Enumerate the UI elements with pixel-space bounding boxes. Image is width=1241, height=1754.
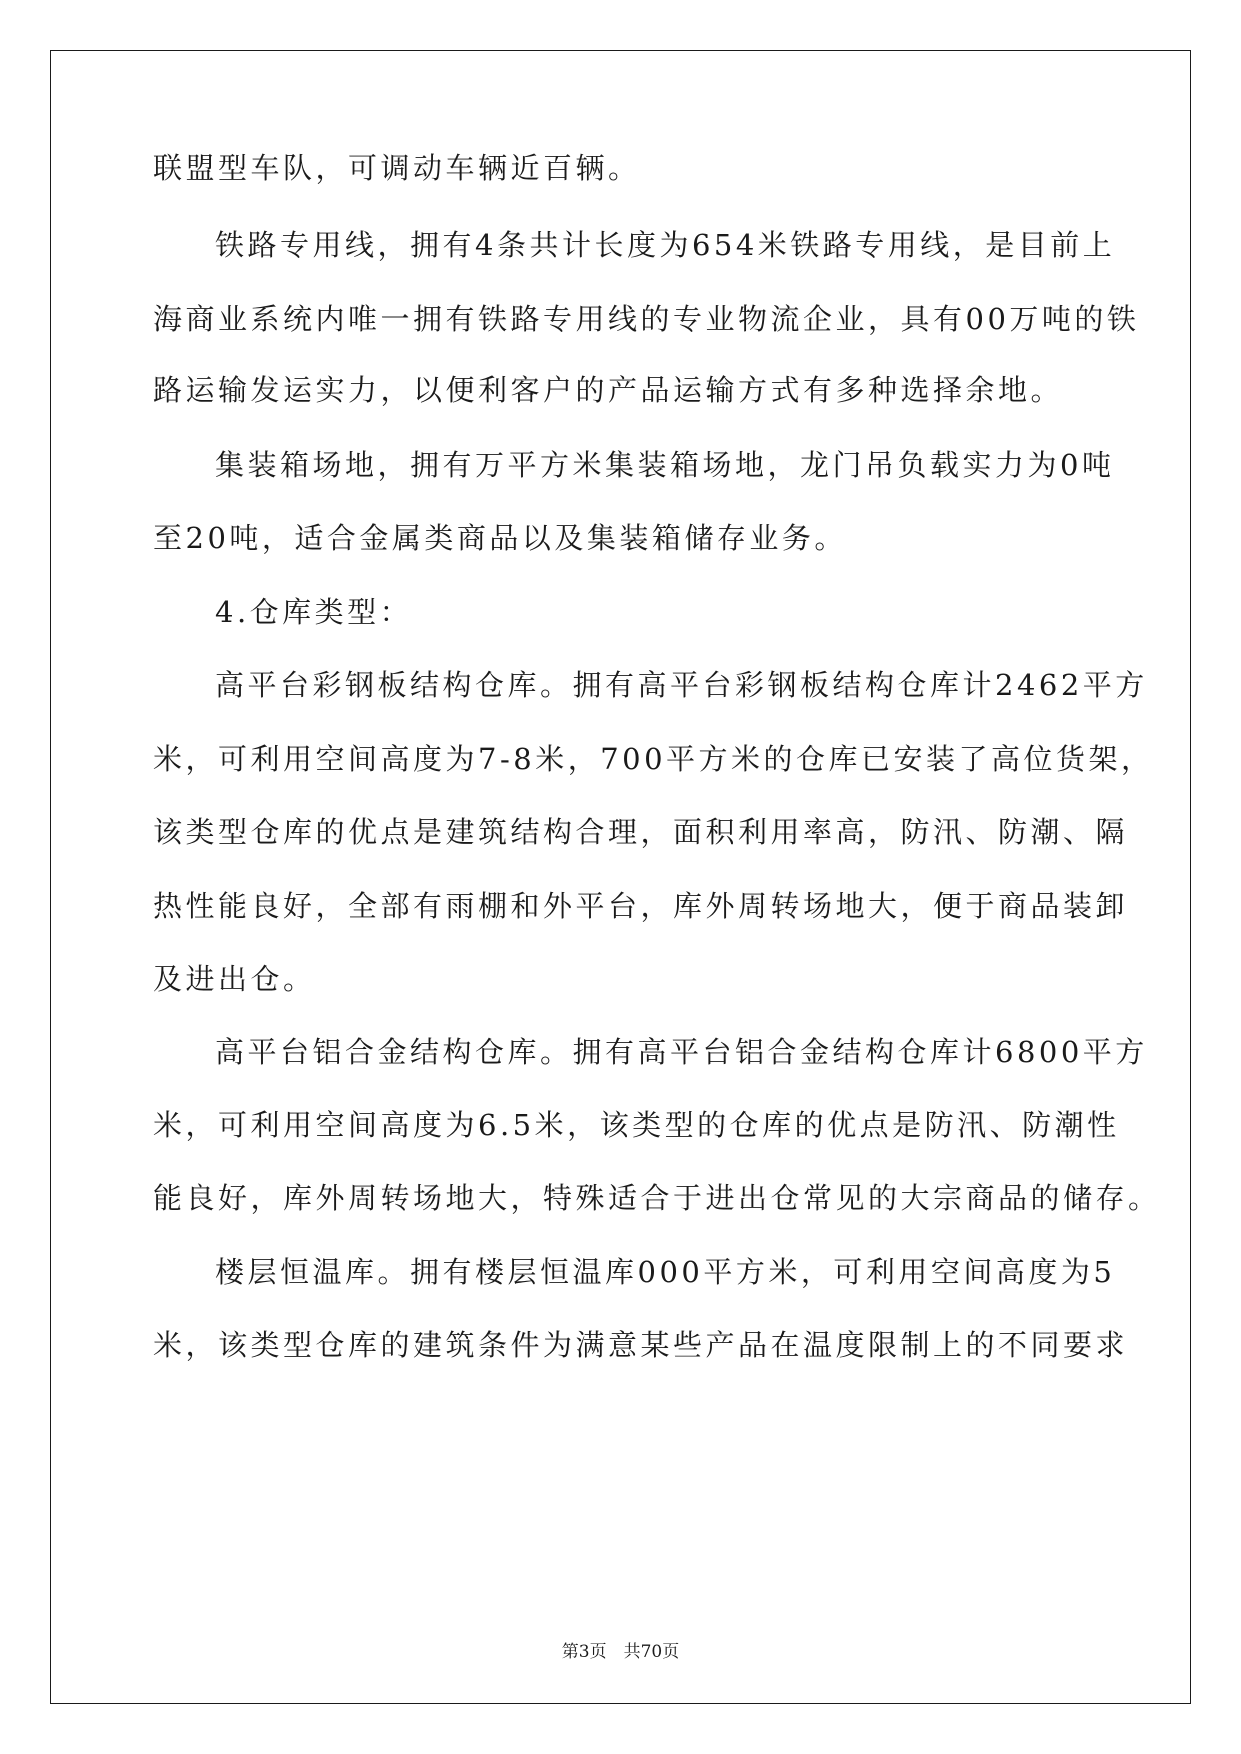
- body-line-17: 米，该类型仓库的建筑条件为满意某些产品在温度限制上的不同要求: [153, 1328, 1129, 1362]
- body-line-4: 路运输发运实力，以便利客户的产品运输方式有多种选择余地。: [153, 373, 1064, 407]
- body-line-12: 及进出仓。: [153, 962, 316, 996]
- section-heading: 4.仓库类型：: [215, 595, 413, 629]
- body-line-16: 楼层恒温库。拥有楼层恒温库000平方米，可利用空间高度为5: [215, 1255, 1116, 1289]
- body-line-13: 高平台铝合金结构仓库。拥有高平台铝合金结构仓库计6800平方: [215, 1035, 1148, 1069]
- body-line-8: 高平台彩钢板结构仓库。拥有高平台彩钢板结构仓库计2462平方: [215, 668, 1148, 702]
- body-line-2: 铁路专用线，拥有4条共计长度为654米铁路专用线，是目前上: [215, 228, 1116, 262]
- body-line-11: 热性能良好，全部有雨棚和外平台，库外周转场地大，便于商品装卸: [153, 889, 1129, 923]
- body-line-10: 该类型仓库的优点是建筑结构合理，面积利用率高，防汛、防潮、隔: [153, 815, 1129, 849]
- body-line-14: 米，可利用空间高度为6.5米，该类型的仓库的优点是防汛、防潮性: [153, 1108, 1120, 1142]
- body-line-6: 至20吨，适合金属类商品以及集装箱储存业务。: [153, 521, 847, 555]
- body-line-3: 海商业系统内唯一拥有铁路专用线的专业物流企业，具有00万吨的铁: [153, 302, 1140, 336]
- body-line-1: 联盟型车队，可调动车辆近百辆。: [153, 151, 641, 185]
- body-line-5: 集装箱场地，拥有万平方米集装箱场地，龙门吊负载实力为0吨: [215, 448, 1115, 482]
- body-line-9: 米，可利用空间高度为7-8米，700平方米的仓库已安装了高位货架，: [153, 742, 1154, 776]
- body-line-15: 能良好，库外周转场地大，特殊适合于进出仓常见的大宗商品的储存。: [153, 1181, 1161, 1215]
- page-footer: 第3页 共70页: [561, 1642, 680, 1662]
